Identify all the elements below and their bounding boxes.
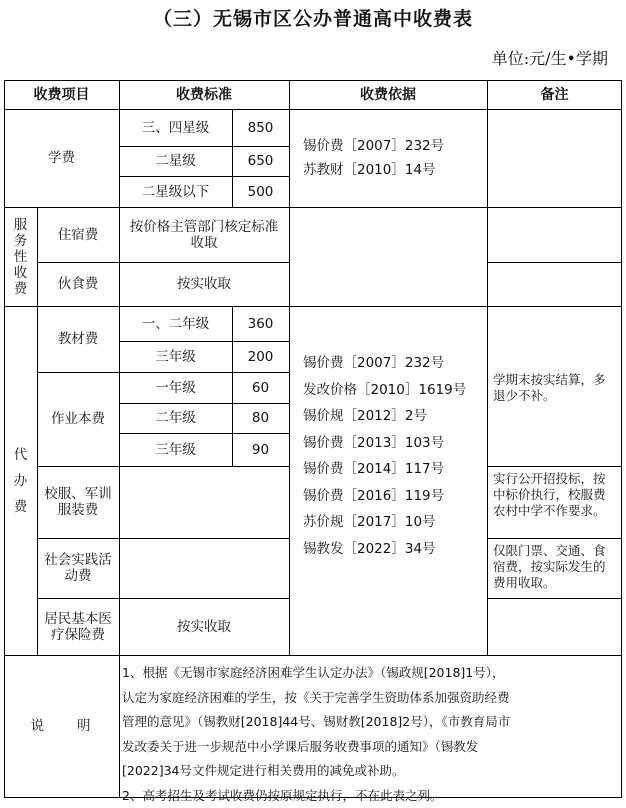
explanation-line: [2022]34号文件规定进行相关费用的减免或补助。 [122, 759, 618, 784]
tuition-amount: 850 [232, 109, 289, 146]
basis-line: 苏教财［2010］14号 [303, 158, 436, 182]
agency-basis [289, 207, 487, 655]
homework-amount: 80 [232, 403, 289, 433]
tuition-grade: 二星级 [119, 146, 232, 176]
insurance-standard: 按实收取 [119, 598, 289, 655]
service-group-label: 服 务 性 收 费 [4, 207, 37, 306]
homework-grade: 一年级 [119, 372, 232, 403]
textbook-amount: 360 [232, 306, 289, 341]
tuition-grade: 二星级以下 [119, 176, 232, 207]
unit-label: 单位:元/生•学期 [492, 46, 608, 69]
basis-line: 锡价费［2014］117号 [303, 456, 444, 483]
explanation-line: 2、高考招生及考试收费仍按原规定执行，不在此表之列。 [122, 784, 618, 808]
tuition-amount: 500 [232, 176, 289, 207]
homework-label: 作业本费 [37, 372, 119, 466]
explanation-line: 管理的意见》（锡教财[2018]44号、锡财教[2018]2号），《市教育局市 [122, 710, 618, 735]
explanation-text [122, 661, 618, 808]
explanation-label: 说 明 [4, 655, 119, 797]
basis-line: 锡价费［2007］232号 [303, 134, 444, 158]
basis-line: 锡价规［2012］2号 [303, 403, 427, 430]
basis-line: 锡教发［2022］34号 [303, 536, 436, 563]
remark-textbook: 学期末按实结算，多退少不补。 [487, 367, 622, 427]
basis-line: 锡价费［2016］119号 [303, 483, 444, 510]
textbook-grade: 三年级 [119, 341, 232, 372]
lodging-standard: 按价格主管部门核定标准收取 [119, 207, 289, 262]
header-remark: 备注 [487, 80, 622, 109]
remark-uniform: 实行公开招投标，按中标价执行，校服费农村中学不作要求。 [487, 466, 622, 538]
explanation-line: 发改委关于进一步规范中小学课后服务收费事项的通知》（锡教发 [122, 735, 618, 760]
explanation-line: 认定为家庭经济困难的学生，按《关于完善学生资助体系加强资助经费 [122, 686, 618, 711]
tuition-basis [289, 109, 487, 207]
homework-grade: 二年级 [119, 403, 232, 433]
tuition-amount: 650 [232, 146, 289, 176]
meal-standard: 按实收取 [119, 262, 289, 306]
remark-social: 仅限门票、交通、食宿费，按实际发生的费用收取。 [487, 538, 622, 598]
uniform-label: 校服、军训服装费 [37, 466, 119, 538]
agency-group-label: 代 办 费 [4, 306, 37, 655]
explanation-line: 1、根据《无锡市家庭经济困难学生认定办法》（锡政规[2018]1号）， [122, 661, 618, 686]
basis-line: 锡价费［2007］232号 [303, 350, 444, 377]
header-standard: 收费标准 [119, 80, 289, 109]
homework-amount: 90 [232, 433, 289, 466]
basis-line: 苏价规［2017］10号 [303, 509, 436, 536]
social-practice-label: 社会实践活动费 [37, 538, 119, 598]
homework-amount: 60 [232, 372, 289, 403]
tuition-grade: 三、四星级 [119, 109, 232, 146]
tuition-label: 学费 [4, 109, 119, 207]
page-title: （三）无锡市区公办普通高中收费表 [0, 4, 626, 31]
meal-label: 伙食费 [37, 262, 119, 306]
homework-grade: 三年级 [119, 433, 232, 466]
textbook-label: 教材费 [37, 306, 119, 372]
header-item: 收费项目 [4, 80, 119, 109]
insurance-label: 居民基本医疗保险费 [37, 598, 119, 655]
lodging-label: 住宿费 [37, 207, 119, 262]
basis-line: 发改价格［2010］1619号 [303, 377, 466, 404]
basis-line: 锡价费［2013］103号 [303, 430, 444, 457]
header-basis: 收费依据 [289, 80, 487, 109]
textbook-amount: 200 [232, 341, 289, 372]
textbook-grade: 一、二年级 [119, 306, 232, 341]
